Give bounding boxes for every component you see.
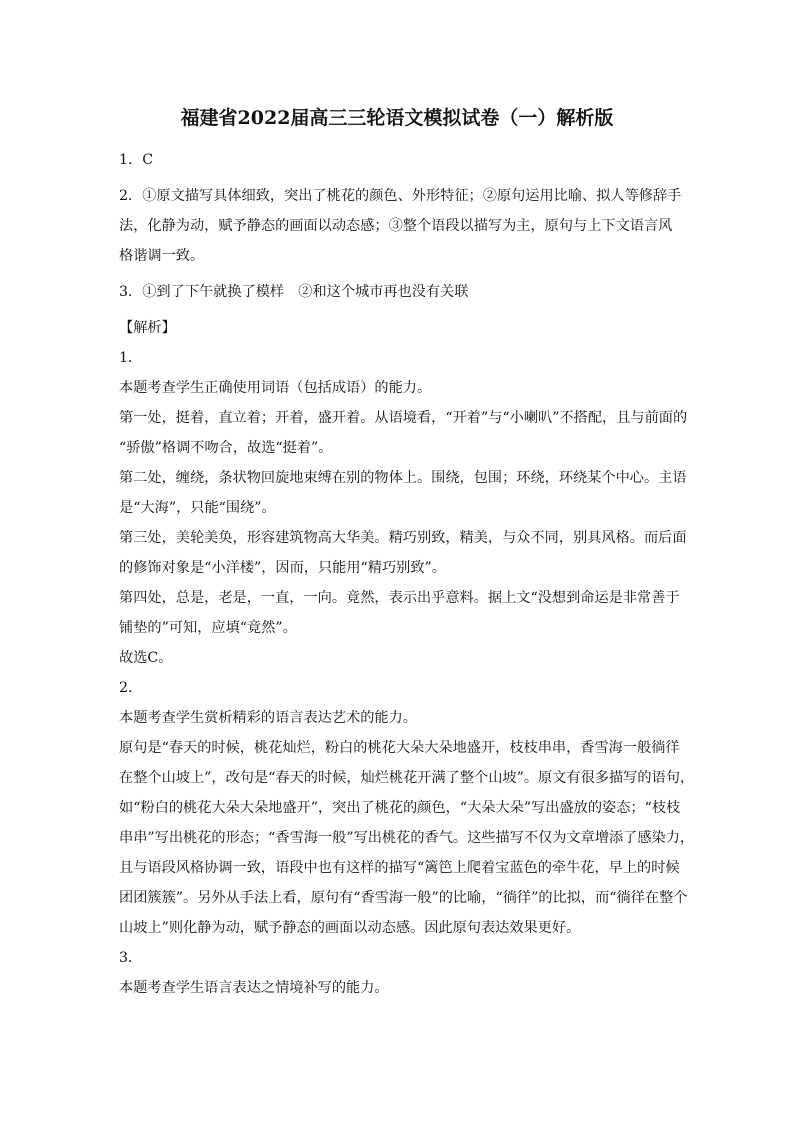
analysis-line: 且与语段风格协调一致，语段中也有这样的描写“篱笆上爬着宝蓝色的牵牛花，早上的时候: [119, 860, 680, 876]
analysis-line: 2．: [119, 680, 143, 696]
analysis-line: 第二处，缠绕，条状物回旋地束缚在别的物体上。围绕，包围；环绕，环绕某个中心。主语: [119, 470, 687, 486]
analysis-heading: 【解析】: [119, 320, 176, 336]
analysis-line: 本题考查学生语言表达之情境补写的能力。: [119, 980, 389, 996]
answer-2-line: 格谐调一致。: [119, 248, 205, 264]
analysis-line: 第一处，挺着，直立着；开着，盛开着。从语境看，“开着”与“小喇叭”不搭配，且与前面的: [119, 410, 688, 426]
analysis-line: 第四处，总是，老是，一直，一向。竟然，表示出乎意料。据上文“没想到命运是非常善于: [119, 590, 680, 606]
analysis-line: 本题考查学生正确使用词语（包括成语）的能力。: [119, 380, 432, 396]
answer-2-line: 法，化静为动，赋予静态的画面以动态感；③整个语段以描写为主，原句与上下文语言风: [119, 218, 673, 234]
analysis-line: 在整个山坡上”，改句是“春天的时候，灿烂桃花开满了整个山坡”。原文有很多描写的语句，: [119, 770, 695, 786]
analysis-line: 串串”写出桃花的形态；“香雪海一般”写出桃花的香气。这些描写不仅为文章增添了感染力，: [119, 830, 695, 846]
answer-1: 1．C: [119, 152, 154, 168]
analysis-line: 山坡上”则化静为动，赋予静态的画面以动态感。因此原句表达效果更好。: [119, 920, 581, 936]
analysis-line: 第三处，美轮美奂，形容建筑物高大华美。精巧别致，精美，与众不同，别具风格。而后面: [119, 530, 687, 546]
analysis-line: 团团簇簇”。另外从手法上看，原句有“香雪海一般”的比喻，“徜徉”的比拟，而“徜徉在整个: [119, 890, 688, 906]
analysis-line: 铺垫的”可知，应填“竟然”。: [119, 620, 297, 636]
document-title: 福建省2022届高三三轮语文模拟试卷（一）解析版: [180, 107, 614, 129]
analysis-line: 3．: [119, 950, 143, 966]
analysis-line: 本题考查学生赏析精彩的语言表达艺术的能力。: [119, 710, 417, 726]
answer-3: 3．①到了下午就换了模样 ②和这个城市再也没有关联: [119, 284, 469, 300]
analysis-line: 如“粉白的桃花大朵大朵地盛开”，突出了桃花的颜色，“大朵大朵”写出盛放的姿态；“枝枝: [119, 800, 681, 816]
analysis-line: 的修饰对象是“小洋楼”，因而，只能用“精巧别致”。: [119, 560, 446, 576]
analysis-line: 原句是“春天的时候，桃花灿烂，粉白的桃花大朵大朵地盛开，枝枝串串，香雪海一般徜徉: [119, 740, 680, 756]
analysis-line: 故选C。: [119, 650, 173, 666]
analysis-line: “骄傲”格调不吻合，故选“挺着”。: [119, 440, 333, 456]
answer-2-line: 2．①原文描写具体细致，突出了桃花的颜色、外形特征；②原句运用比喻、拟人等修辞手: [119, 188, 682, 204]
analysis-line: 1．: [119, 350, 143, 366]
document-body: [119, 145, 695, 1003]
analysis-line: 是“大海”，只能“围绕”。: [119, 500, 276, 516]
